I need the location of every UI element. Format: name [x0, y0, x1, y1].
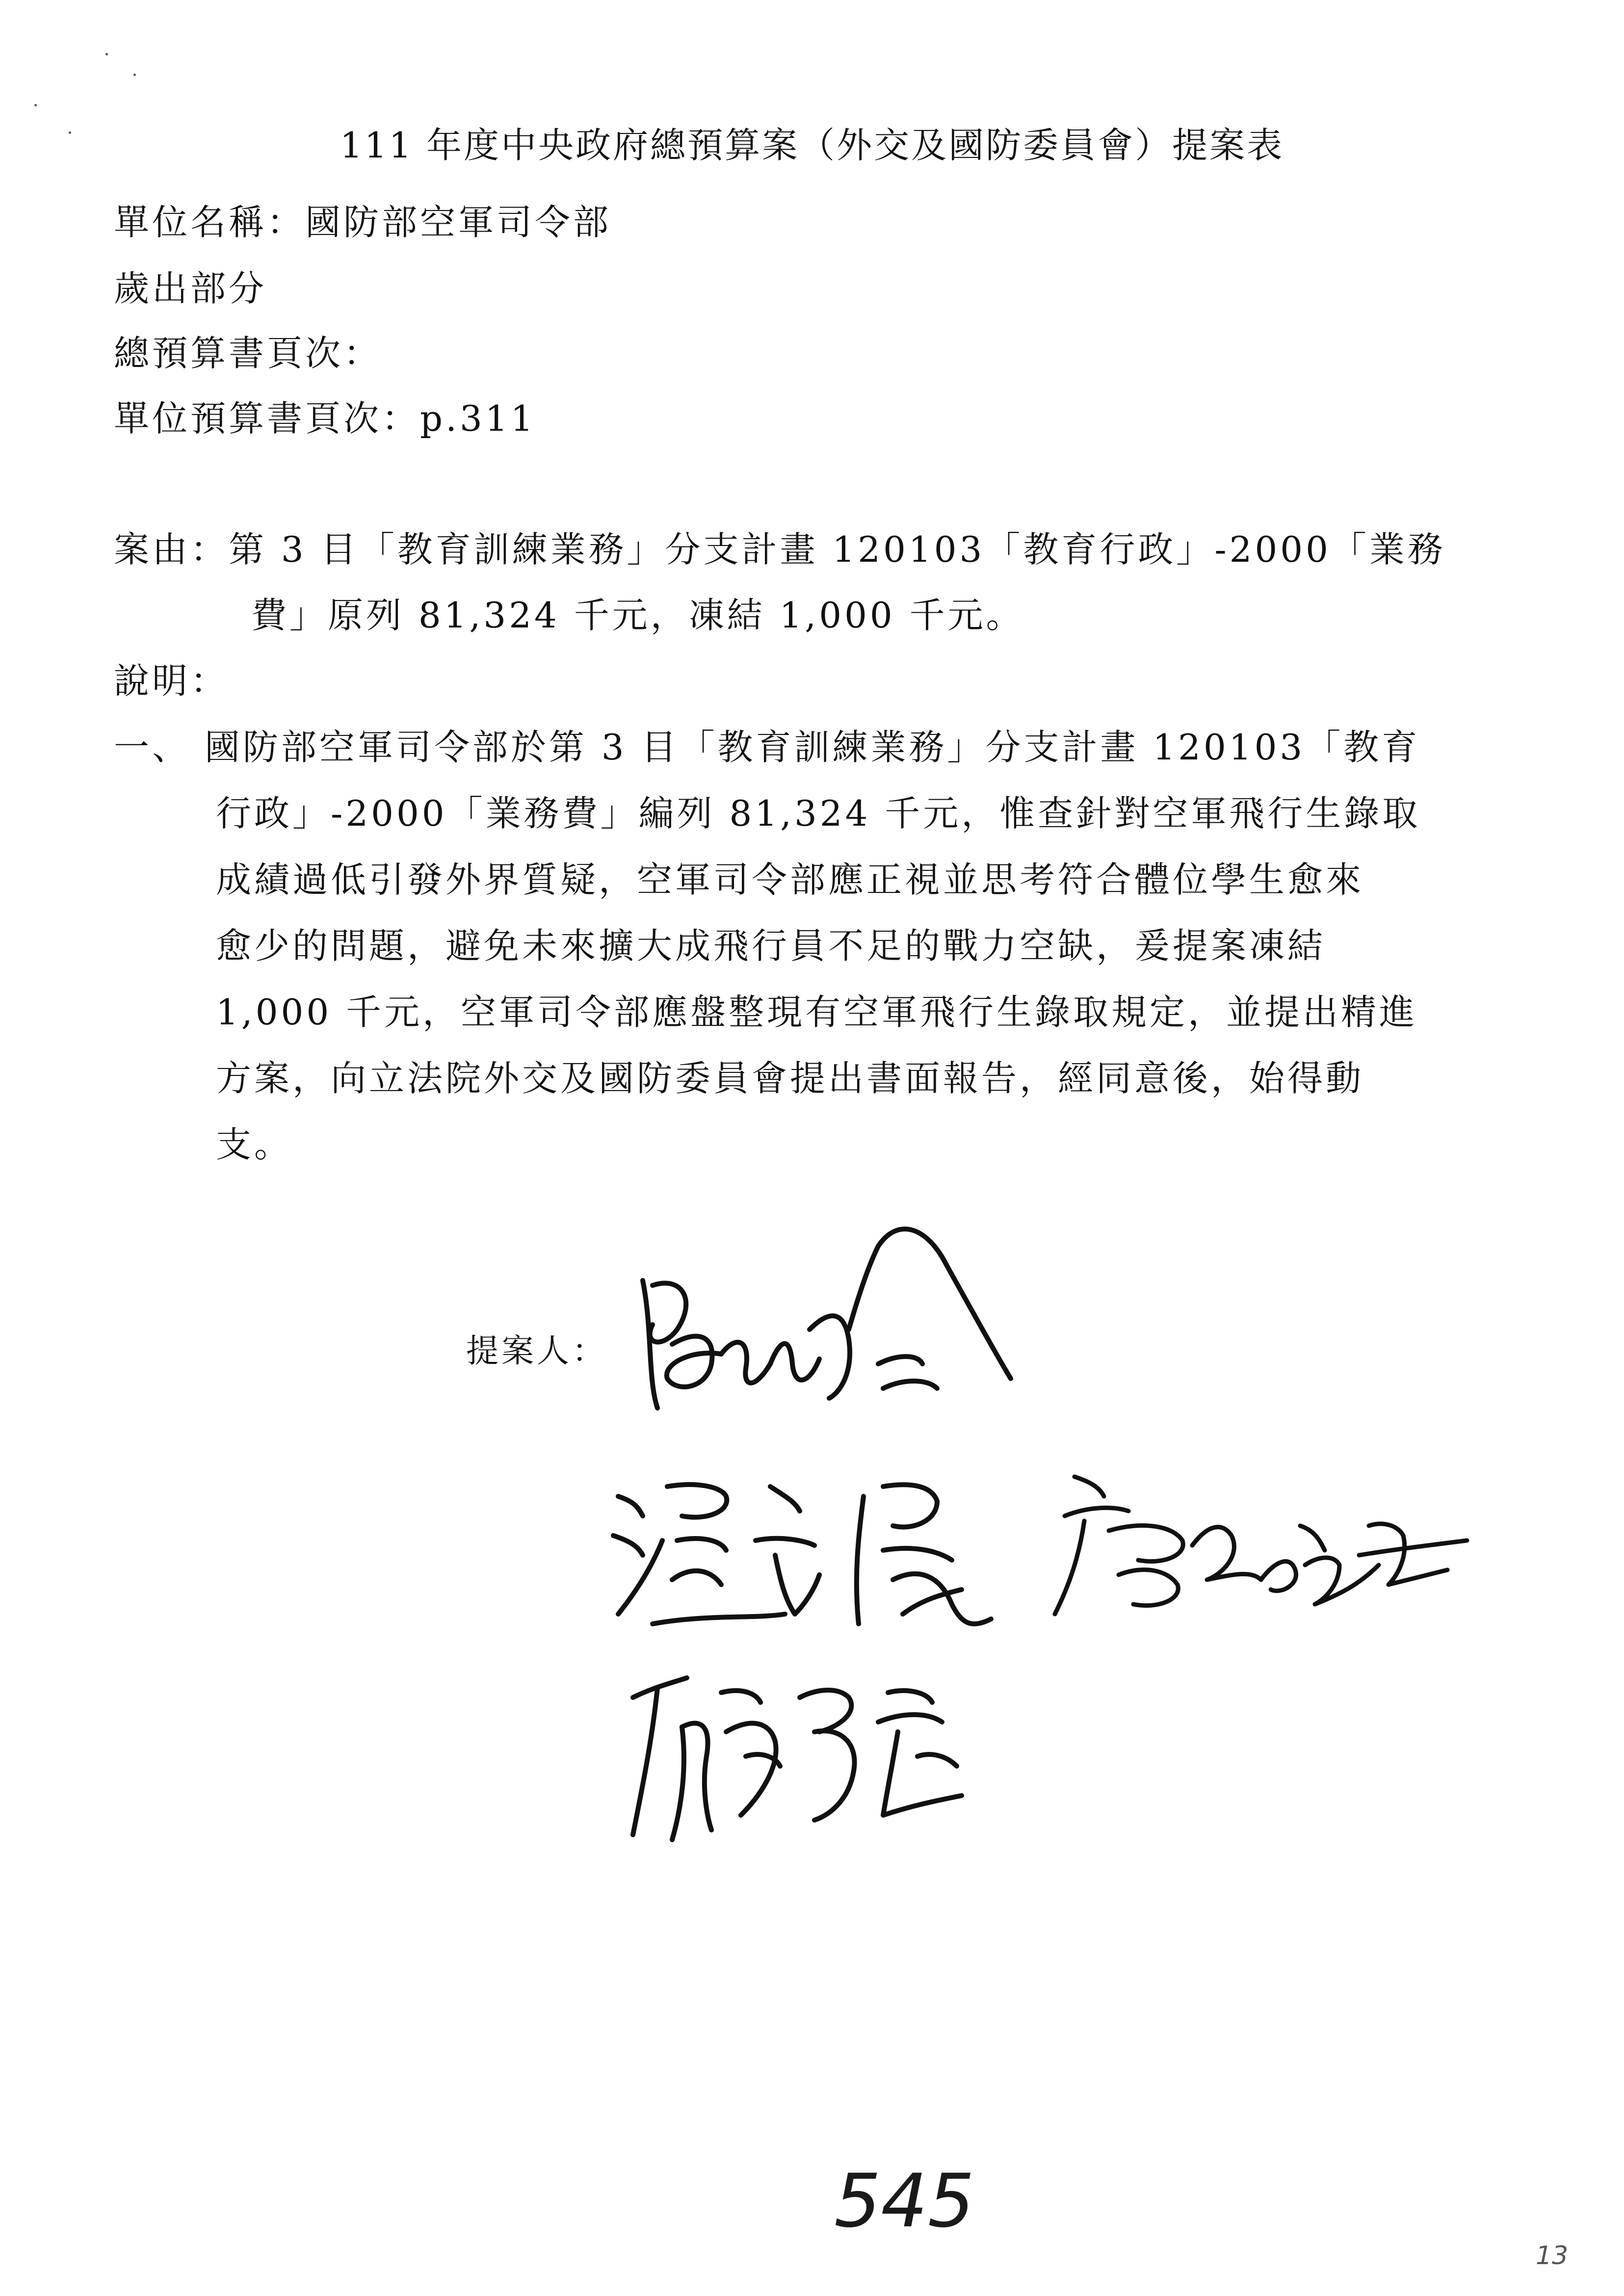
scan-speck	[105, 53, 108, 55]
unit-name: 單位名稱：國防部空軍司令部	[114, 202, 612, 243]
signature-3	[1045, 1467, 1487, 1634]
document-title: 111 年度中央政府總預算案（外交及國防委員會）提案表	[340, 125, 1284, 166]
case-reason-line-1: 案由：第 3 目「教育訓練業務」分支計畫 120103「教育行政」-2000「業務	[114, 529, 1446, 570]
handwritten-page-number: 545	[834, 2159, 975, 2244]
explanation-line-7: 支。	[216, 1124, 293, 1165]
signature-4	[613, 1658, 1045, 1854]
scan-speck	[133, 74, 136, 76]
explanation-line-1: 一、 國防部空軍司令部於第 3 目「教育訓練業務」分支計畫 120103「教育	[114, 727, 1420, 768]
proposer-label: 提案人：	[466, 1332, 607, 1370]
explanation-label: 說明：	[114, 660, 229, 702]
explanation-line-6: 方案，向立法院外交及國防委員會提出書面報告，經同意後，始得動	[216, 1058, 1364, 1099]
explanation-line-2: 行政」-2000「業務費」編列 81,324 千元，惟查針對空軍飛行生錄取	[216, 793, 1421, 834]
signature-1	[623, 1217, 1045, 1447]
explanation-line-5: 1,000 千元，空軍司令部應盤整現有空軍飛行生錄取規定，並提出精進	[216, 991, 1418, 1033]
expenditure-section: 歲出部分	[114, 268, 267, 309]
signature-2	[608, 1467, 1050, 1648]
explanation-line-3: 成績過低引發外界質疑，空軍司令部應正視並思考符合體位學生愈來	[216, 859, 1364, 900]
unit-budget-page: 單位預算書頁次：p.311	[114, 398, 536, 439]
scan-speck	[34, 104, 37, 106]
general-budget-page: 總預算書頁次：	[114, 333, 382, 374]
corner-page-number: 13	[1536, 2241, 1569, 2270]
case-reason-line-2: 費」原列 81,324 千元，凍結 1,000 千元。	[251, 595, 1024, 636]
explanation-line-4: 愈少的問題，避免未來擴大成飛行員不足的戰力空缺，爰提案凍結	[216, 925, 1326, 966]
